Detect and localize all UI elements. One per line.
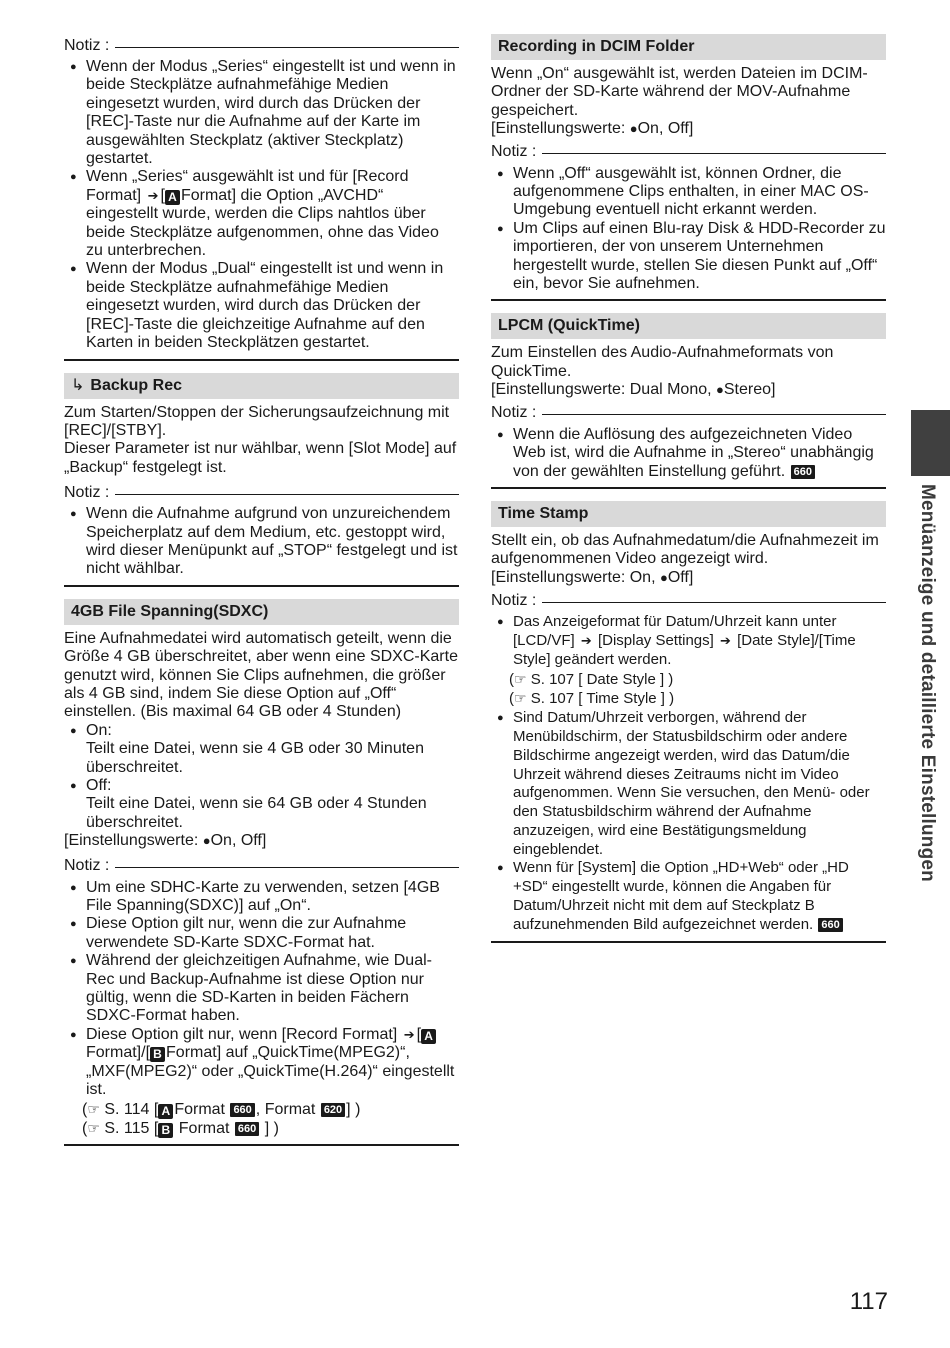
- notiz-list: [491, 613, 886, 935]
- section-divider: [491, 299, 886, 301]
- section-header-dcim-folder: Recording in DCIM Folder: [491, 34, 886, 60]
- section-divider: [491, 487, 886, 489]
- paragraph: Stellt ein, ob das Aufnahmedatum/die Aufnahmezeit im aufgenommenen Video angezeigt wird.: [491, 531, 879, 568]
- note-item: ● Wenn die Auflösung des aufgezeichneten Video Web ist, wird die Aufnahme in „Stereo“ unabhängig von der gewählten Einstellung geführt. 660: [491, 426, 886, 481]
- page-ref-icon: ☞: [514, 670, 527, 687]
- section-divider: [491, 941, 886, 943]
- section-divider: [64, 359, 459, 361]
- paragraph: Zum Einstellen des Audio-Aufnahmeformats von QuickTime.: [491, 344, 834, 380]
- model-660-badge: 660: [791, 465, 815, 479]
- note-item: ● Sind Datum/Uhrzeit verborgen, während der Menübildschirm, der Statusbildschirm oder andere Bildschirme angezeigt werden, wird das Datum/die Uhrzeit während dieses Zeitraums nicht im Video aufgenommen. Wenn Sie versuchen, den Menü- oder den Statusbildschirm während der Aufnahme anzuzeigen, wird eine Bestätigungsmeldung eingeblendet.: [491, 709, 886, 859]
- notiz-header: Notiz :: [491, 591, 886, 611]
- note-item: ● Wenn „Off“ ausgewählt ist, können Ordner, die aufgenommene Clips enthalten, in einer MAC OS-Umgebung eventuell nicht erkannt werden.: [491, 165, 886, 220]
- slot-b-icon: B: [150, 1047, 165, 1062]
- chapter-tab-marker: [911, 410, 950, 476]
- notiz-header: Notiz :: [64, 857, 459, 877]
- option-off: ● Off: Teilt eine Datei, wenn sie 64 GB oder 4 Stunden überschreitet.: [64, 777, 459, 832]
- note-item: ● Während der gleichzeitigen Aufnahme, wie Dual-Rec und Backup-Aufnahme ist diese Option nur gültig, wenn die SD-Karten in beiden Fächern SDXC-Format haben.: [64, 952, 459, 1026]
- notiz-header: Notiz :: [64, 483, 459, 503]
- model-660-badge: 660: [235, 1122, 259, 1136]
- notiz-header: Notiz :: [491, 143, 886, 163]
- right-column: [491, 34, 886, 955]
- settings-values: [Einstellungswerte: On, ●Off]: [491, 568, 694, 586]
- page-number: 117: [849, 1288, 888, 1315]
- left-column: [64, 34, 459, 1158]
- note-item: ● Diese Option gilt nur, wenn die zur Aufnahme verwendete SD-Karte SDXC-Format hat.: [64, 915, 459, 952]
- default-dot-icon: ●: [659, 569, 668, 585]
- section-divider: [64, 1144, 459, 1146]
- note-item: ● Wenn der Modus „Series“ eingestellt ist und wenn in beide Steckplätze aufnahmefähige Medien eingesetzt wurden, wird durch das Drücken der [REC]-Taste nur die Aufnahme auf der Karte im ausgewählten Steckplatz (aktiver Steckplatz) gestartet.: [64, 58, 459, 168]
- arrow-right-icon: ➔: [147, 187, 159, 203]
- notiz-list: [491, 165, 886, 294]
- notiz-list: [491, 426, 886, 481]
- page-reference[interactable]: (☞ S. 115 [ B Format 660 ] ): [82, 1119, 279, 1137]
- note-item: ● Um Clips auf einen Blu-ray Disk & HDD-Recorder zu importieren, der von unserem Unternehmen hergestellt wurde, stellen Sie diesen Punkt auf „Off“ ein, bevor Sie aufnehmen.: [491, 220, 886, 294]
- section-divider: [64, 585, 459, 587]
- settings-values: [Einstellungswerte: ●On, Off]: [491, 120, 694, 138]
- note-item: ● Wenn „Series“ ausgewählt ist und für [Record Format] ➔ [ A Format] die Option „AVCHD“ eingestellt wurde, werden die Clips nahtlos über beide Steckplätze aufgenommen, ohne das Video zu unterbrechen.: [64, 168, 459, 260]
- arrow-right-icon: ➔: [720, 632, 731, 648]
- model-660-badge: 660: [230, 1103, 254, 1117]
- model-620-badge: 620: [321, 1103, 345, 1117]
- submenu-arrow-icon: ↳: [71, 376, 85, 394]
- page-ref-icon: ☞: [514, 690, 527, 707]
- notiz-header: Notiz :: [64, 36, 459, 56]
- chapter-side-label: Menüanzeige und detaillierte Einstellungen: [917, 484, 938, 882]
- slot-a-icon: A: [158, 1104, 173, 1119]
- notiz-list: [64, 58, 459, 353]
- page-reference[interactable]: (☞ S. 107 [ Time Style ] ): [509, 690, 675, 708]
- notiz-header: Notiz :: [491, 404, 886, 424]
- notiz-list: [64, 505, 459, 579]
- section-header-4gb-file-spanning: 4GB File Spanning(SDXC): [64, 599, 459, 625]
- default-dot-icon: ●: [629, 121, 638, 137]
- default-dot-icon: ●: [716, 382, 724, 398]
- notiz-list: [64, 879, 459, 1139]
- slot-b-icon: B: [158, 1123, 173, 1138]
- section-header-lpcm: LPCM (QuickTime): [491, 313, 886, 339]
- paragraph: Wenn „On“ ausgewählt ist, werden Dateien im DCIM-Ordner der SD-Karte während der MOV-Aufnahme gespeichert.: [491, 65, 868, 119]
- page-ref-icon: ☞: [87, 1100, 100, 1117]
- slot-a-icon: A: [165, 190, 180, 205]
- section-header-backup-rec: ↳ Backup Rec: [64, 373, 459, 399]
- note-item: ● Um eine SDHC-Karte zu verwenden, setzen [4GB File Spanning(SDXC)] auf „On“.: [64, 879, 459, 916]
- page-reference[interactable]: (☞ S. 114 [ A Format 660 , Format 620 ] ): [82, 1100, 361, 1118]
- slot-a-icon: A: [421, 1029, 436, 1044]
- note-item: ● Diese Option gilt nur, wenn [Record Format] ➔ [ AFormat]/[ B Format] auf „QuickTime(MPEG2)“, „MXF(MPEG2)“ oder „QuickTime(H.264)“ eingestellt ist. (☞ S. 114 [ A Format 660 , Format 620 ] ) (☞ S. 115 [ B Format 660 ] ): [64, 1026, 459, 1138]
- settings-values: [Einstellungswerte: Dual Mono, ●Stereo]: [491, 381, 776, 399]
- note-item: ● Das Anzeigeformat für Datum/Uhrzeit kann unter [LCD/VF] ➔ [Display Settings] ➔ [Date Style]/[Time Style] geändert werden. (☞ S. 107 [ Date Style ] ) (☞ S. 107 [ Time Style ] ): [491, 613, 886, 709]
- arrow-right-icon: ➔: [403, 1026, 415, 1042]
- arrow-right-icon: ➔: [580, 632, 592, 648]
- page-ref-icon: ☞: [87, 1119, 100, 1136]
- page-reference[interactable]: (☞ S. 107 [ Date Style ] ): [509, 670, 674, 688]
- paragraph: Dieser Parameter ist nur wählbar, wenn [Slot Mode] auf „Backup“ festgelegt ist.: [64, 440, 457, 476]
- note-item: ● Wenn für [System] die Option „HD+Web“ oder „HD +SD“ eingestellt wurde, können die Angaben für Datum/Uhrzeit nicht mit dem auf Steckplatz B aufzunehmenden Bild aufgezeichnet werden. 660: [491, 859, 886, 934]
- option-on: ● On: Teilt eine Datei, wenn sie 4 GB oder 30 Minuten überschreitet.: [64, 722, 459, 777]
- section-header-time-stamp: Time Stamp: [491, 501, 886, 527]
- note-item: ● Wenn die Aufnahme aufgrund von unzureichendem Speicherplatz auf dem Medium, etc. gestoppt wird, wird dieser Menüpunkt auf „STOP“ festgelegt und ist nicht wählbar.: [64, 505, 459, 579]
- paragraph: Zum Starten/Stoppen der Sicherungsaufzeichnung mit [REC]/[STBY].: [64, 403, 450, 439]
- default-dot-icon: ●: [202, 833, 211, 849]
- paragraph: Eine Aufnahmedatei wird automatisch geteilt, wenn die Größe 4 GB überschreitet, aber wenn eine SDXC-Karte genutzt wird, können Sie Clips aufnehmen, die größer als 4 GB sind, indem Sie diese Option auf „Off“ einstellen. (Bis maximal 64 GB oder 4 Stunden): [64, 629, 458, 721]
- model-660-badge: 660: [818, 918, 842, 932]
- note-item: ● Wenn der Modus „Dual“ eingestellt ist und wenn in beide Steckplätze aufnahmefähige Medien eingesetzt wurden, wird durch das Drücken der [REC]-Taste die gleichzeitige Aufnahme auf den Karten in beiden Steckplätzen gestartet.: [64, 260, 459, 352]
- settings-values: [Einstellungswerte: ●On, Off]: [64, 832, 267, 850]
